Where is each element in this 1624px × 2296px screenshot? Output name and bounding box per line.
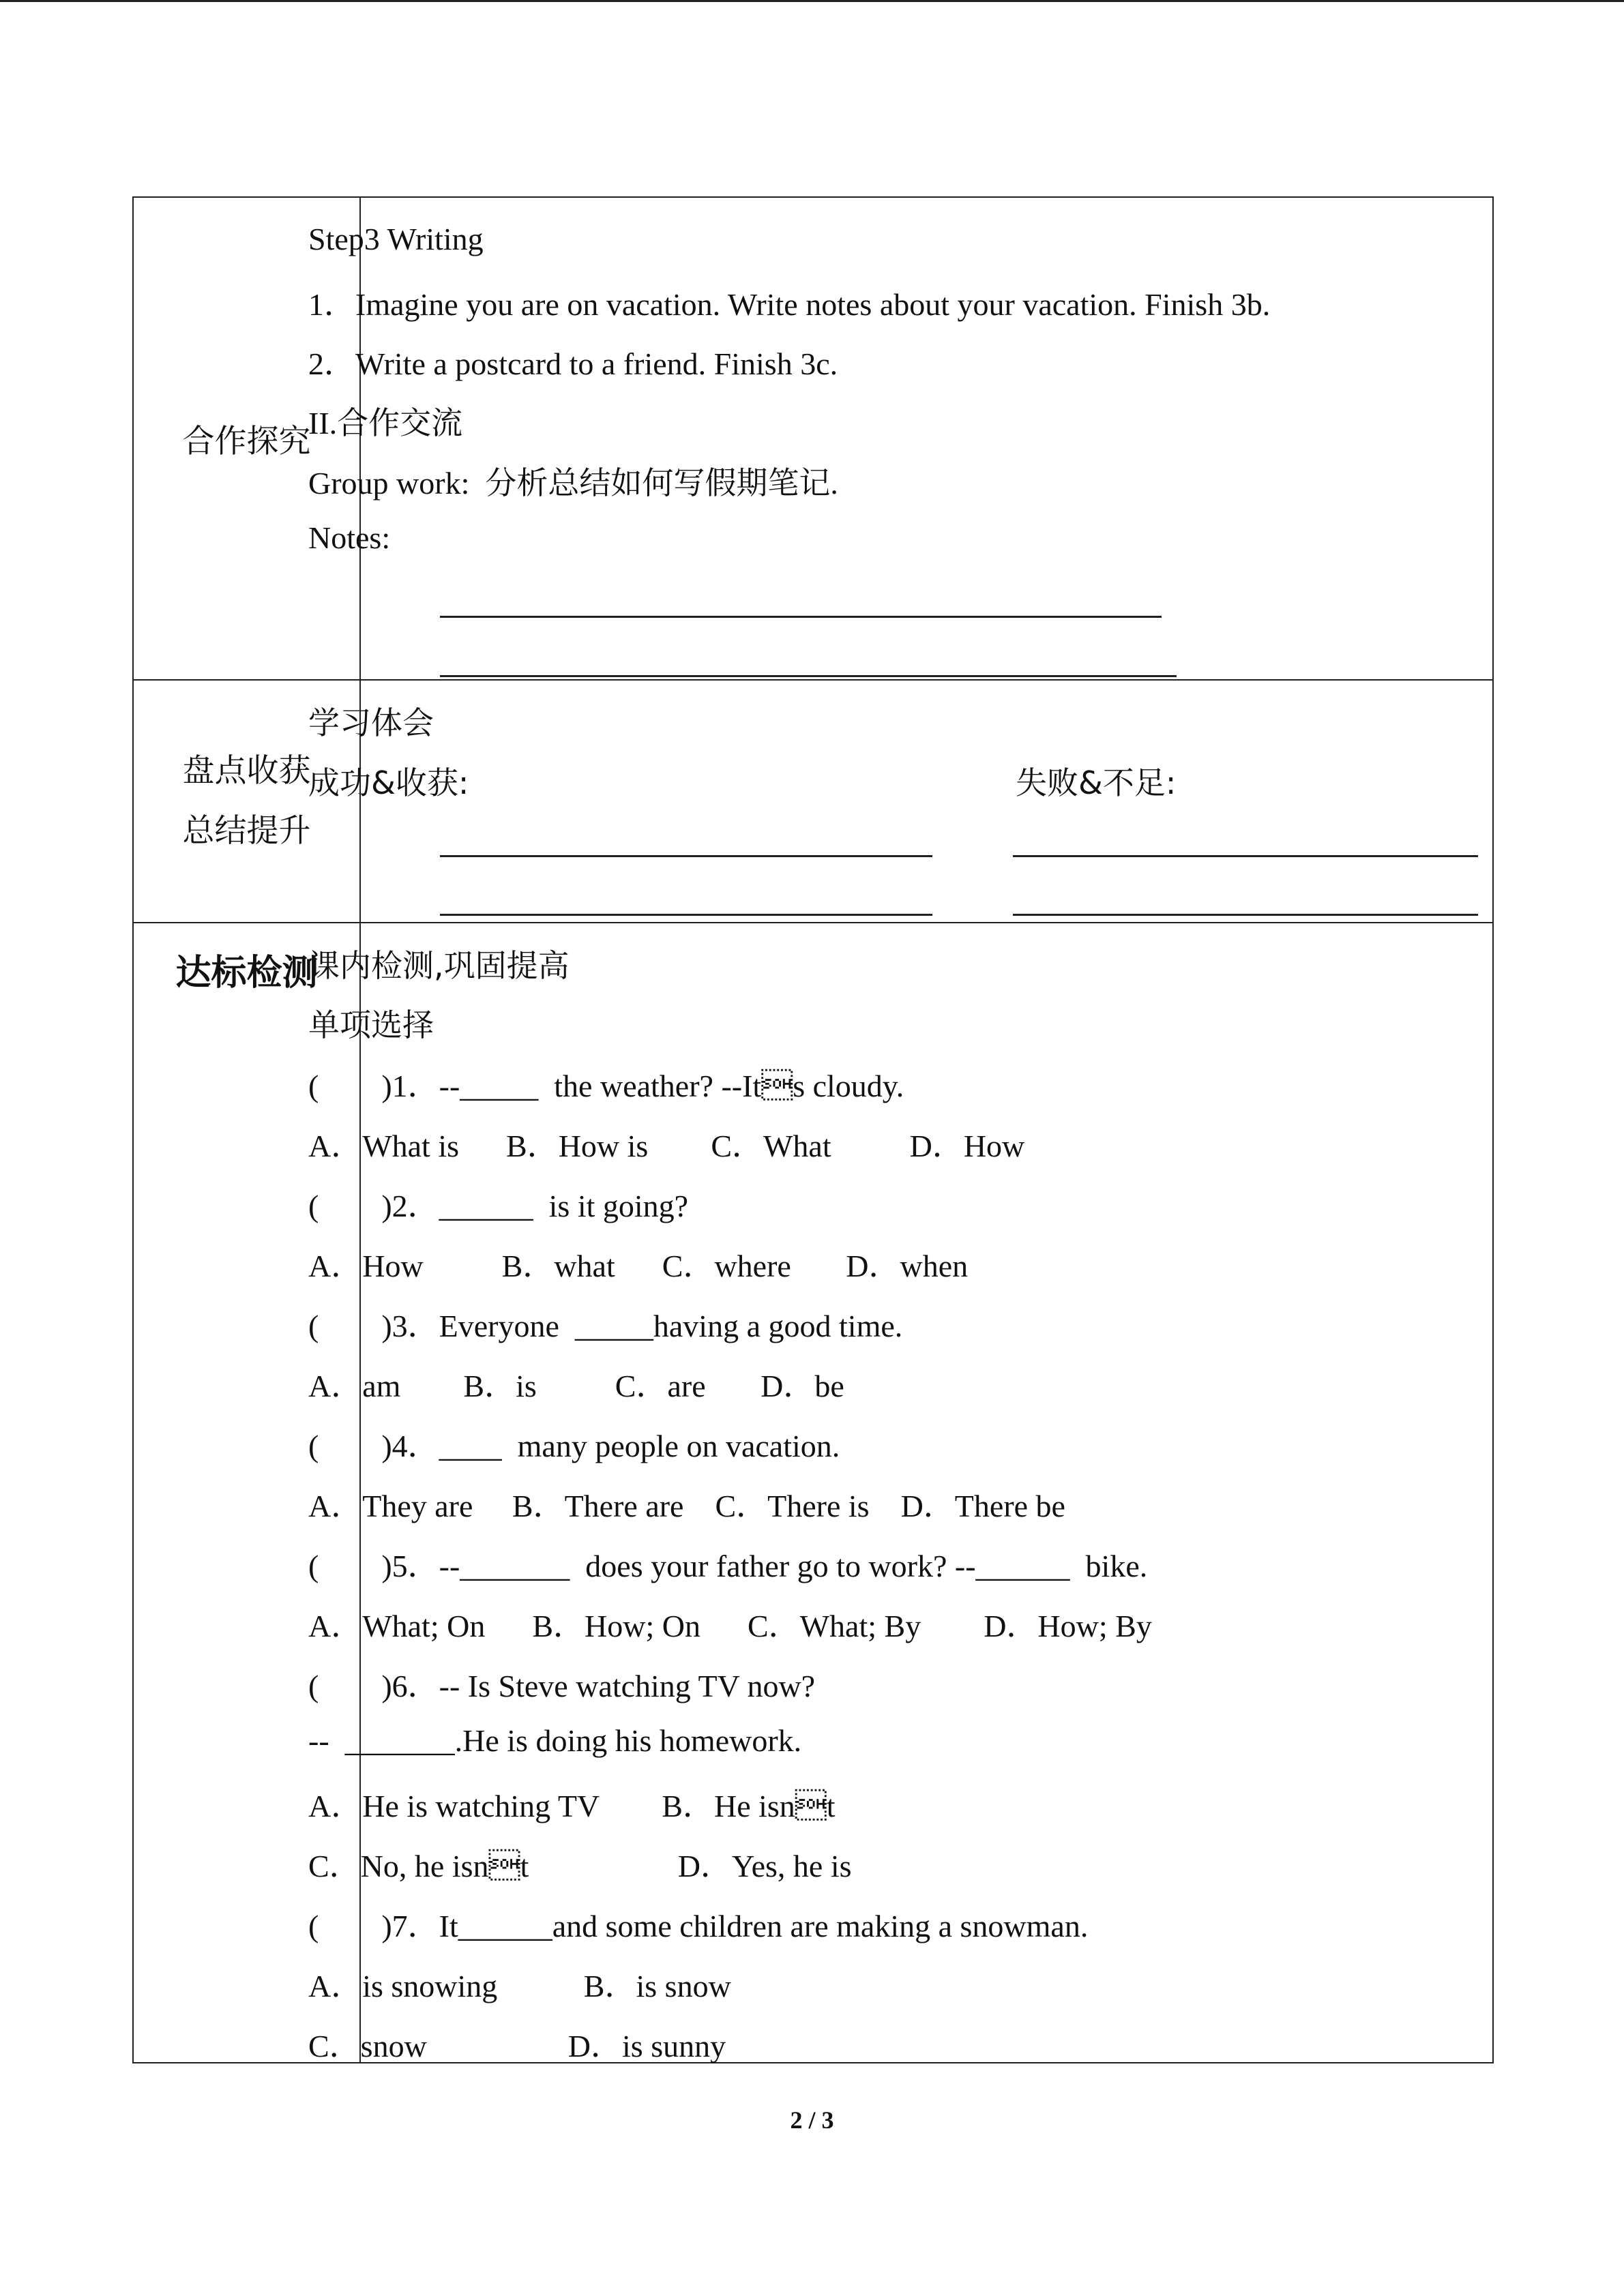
top-border	[0, 0, 1624, 2]
group-work: Group work: 分析总结如何写假期笔记.	[308, 466, 838, 501]
fail-blank-1[interactable]	[1013, 855, 1478, 857]
question-4-stem: ( )4．____ many people on vacation.	[308, 1429, 840, 1463]
question-4-options: A．They are B．There are C．There is D．There be	[308, 1489, 1065, 1523]
question-7-stem: ( )7．It______and some children are making a snowman.	[308, 1909, 1089, 1943]
question-3-options: A．am B．is C．are D．be	[308, 1369, 844, 1403]
notes-label: Notes:	[308, 520, 391, 555]
section-heading: II.合作交流	[308, 406, 463, 441]
question-2-options: A．How B．what C．where D．when	[308, 1249, 969, 1283]
question-6-options-2: C．No, he isnt D．Yes, he is	[308, 1849, 852, 1883]
question-5-stem: ( )5．--_______ does your father go to work? --______ bike.	[308, 1549, 1148, 1583]
notes-blank-1[interactable]	[440, 616, 1162, 618]
question-2-stem: ( )2．______ is it going?	[308, 1189, 689, 1223]
question-6-options-1: A．He is watching TV B．He isnt	[308, 1789, 836, 1823]
fail-blank-2[interactable]	[1013, 914, 1478, 916]
success-blank-2[interactable]	[440, 914, 932, 916]
label-cooperate: 合作探究	[133, 197, 360, 680]
question-7-options-2: C．snow D．is sunny	[308, 2029, 726, 2063]
question-7-options-1: A．is snowing B．is snow	[308, 1969, 731, 2003]
question-1-stem: ( )1．--_____ the weather? --Its cloudy.	[308, 1069, 904, 1103]
summary-heading: 学习体会	[308, 704, 434, 741]
question-5-options: A．What; On B．How; On C．What; By D．How; By	[308, 1609, 1152, 1643]
task-2: 2．Write a postcard to a friend. Finish 3c.	[308, 346, 838, 381]
success-label: 成功&收获:	[308, 764, 469, 801]
success-blank-1[interactable]	[440, 855, 932, 857]
label-check: 达标检测	[133, 923, 360, 2063]
content-cooperate	[360, 197, 1493, 680]
question-6-stem: ( )6．-- Is Steve watching TV now?	[308, 1669, 816, 1703]
content-summary	[360, 680, 1493, 923]
question-1-options: A．What is B．How is C．What D．How	[308, 1129, 1025, 1163]
check-heading: 课内检测,巩固提高	[308, 947, 570, 984]
step-title: Step3 Writing	[308, 222, 484, 256]
question-6-extra: -- _______.He is doing his homework.	[308, 1723, 802, 1758]
fail-label: 失败&不足:	[1016, 764, 1177, 801]
task-1: 1．Imagine you are on vacation. Write notes about your vacation. Finish 3b.	[308, 287, 1271, 322]
check-subheading: 单项选择	[308, 1007, 434, 1043]
question-3-stem: ( )3．Everyone _____having a good time.	[308, 1309, 903, 1343]
notes-blank-2[interactable]	[440, 675, 1177, 677]
page-number: 2 / 3	[790, 2106, 834, 2134]
label-summary: 盘点收获 总结提升	[133, 680, 360, 923]
